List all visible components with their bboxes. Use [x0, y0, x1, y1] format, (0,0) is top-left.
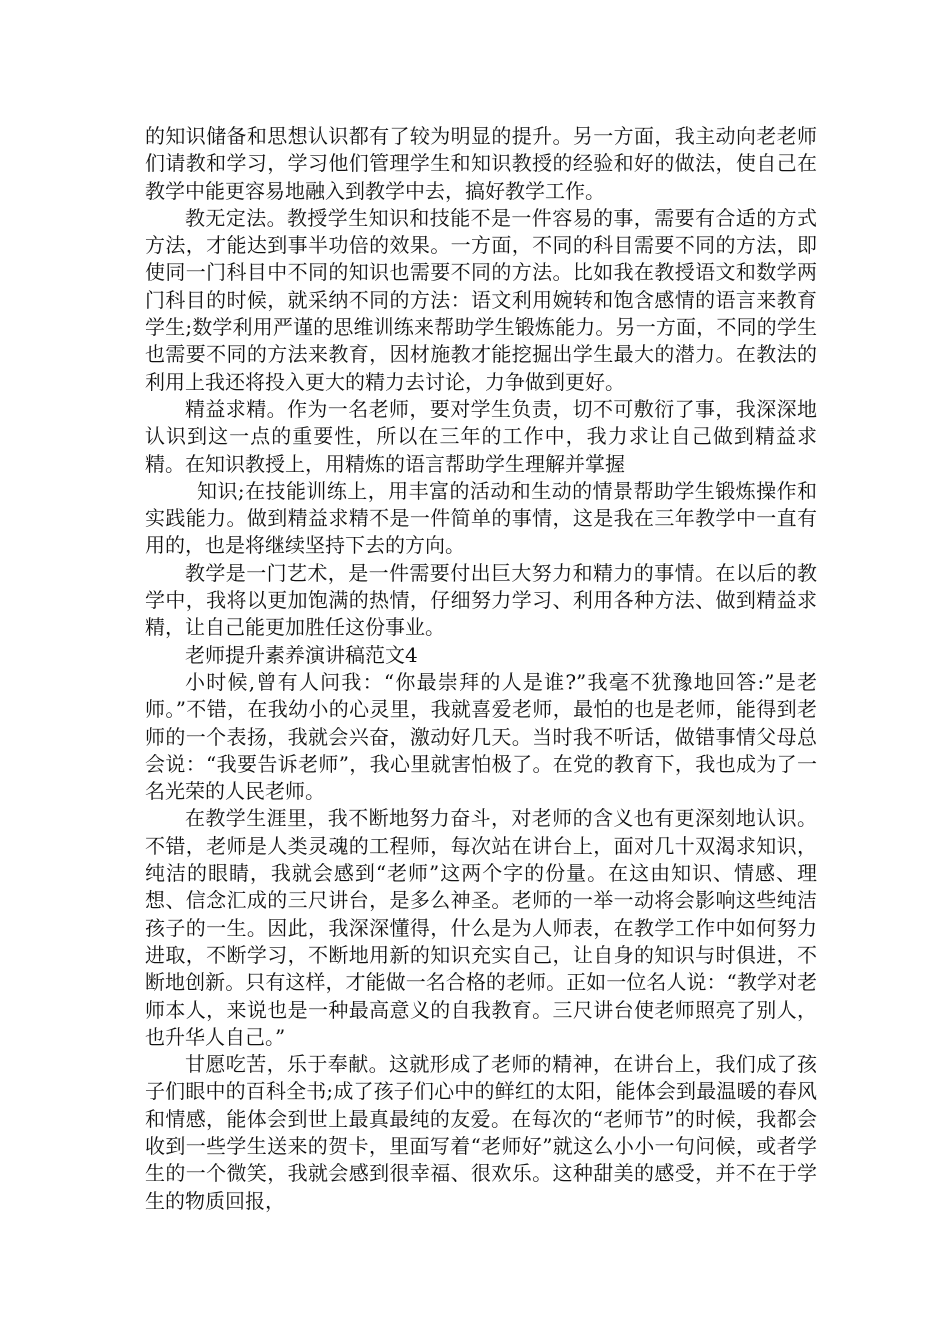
paragraph-continuation: 的知识储备和思想认识都有了较为明显的提升。另一方面，我主动向老老师们请教和学习，学习他们管理学生和知识教授的经验和好的做法，使自己在教学中能更容易地融入到教学中去，搞好教学工作。 [145, 124, 817, 203]
paragraph-childhood: 小时候,曾有人问我：“你最崇拜的人是谁?”我毫不犹豫地回答:”是老师。”不错，在我幼小的心灵里，我就喜爱老师，最怕的也是老师，能得到老师的一个表扬，我就会兴奋，激动好几天。当时我不听话，做错事情父母总会说：“我要告诉老师”，我心里就害怕极了。在党的教育下，我也成为了一名光荣的人民老师。 [145, 669, 817, 804]
paragraph-teaching-career: 在教学生涯里，我不断地努力奋斗，对老师的含义也有更深刻地认识。不错，老师是人类灵魂的工程师，每次站在讲台上，面对几十双渴求知识，纯洁的眼睛，我就会感到“老师”这两个字的份量。在这由知识、情感、理想、信念汇成的三尺讲台，是多么神圣。老师的一举一动将会影响这些纯洁孩子的一生。因此，我深深懂得，什么是为人师表，在教学工作中如何努力进取，不断学习，不断地用新的知识充实自己，让自身的知识与时俱进，不断地创新。只有这样，才能做一名合格的老师。正如一位名人说：“教学对老师本人，来说也是一种最高意义的自我教育。三尺讲台使老师照亮了别人，也升华人自己。” [145, 806, 817, 1049]
paragraph-teaching-art: 教学是一门艺术，是一件需要付出巨大努力和精力的事情。在以后的教学中，我将以更加饱满的热情，仔细努力学习、利用各种方法、做到精益求精，让自己能更加胜任这份事业。 [145, 560, 817, 640]
paragraph-dedication: 甘愿吃苦，乐于奉献。这就形成了老师的精神，在讲台上，我们成了孩子们眼中的百科全书;成了孩子们心中的鲜红的太阳，能体会到最温暖的春风和情感，能体会到世上最真最纯的友爱。在每次的“老师节”的时候，我都会收到一些学生送来的贺卡，里面写着“老师好”就这么小小一句问候，或者学生的一个微笑，我就会感到很幸福、很欢乐。这种甜美的感受，并不在于学生的物质回报， [145, 1052, 817, 1213]
document-body [145, 123, 817, 1215]
paragraph-knowledge-skills: 知识;在技能训练上，用丰富的活动和生动的情景帮助学生锻炼操作和实践能力。做到精益求精不是一件简单的事情，这是我在三年教学中一直有用的，也是将继续坚持下去的方向。 [145, 478, 817, 558]
paragraph-excellence: 精益求精。作为一名老师，要对学生负责，切不可敷衍了事，我深深地认识到这一点的重要性，所以在三年的工作中，我力求让自己做到精益求精。在知识教授上，用精炼的语言帮助学生理解并掌握 [145, 396, 817, 476]
section-heading: 老师提升素养演讲稿范文4 [185, 642, 418, 667]
paragraph-teaching-methods: 教无定法。教授学生知识和技能不是一件容易的事，需要有合适的方式方法，才能达到事半功倍的效果。一方面，不同的科目需要不同的方法，即使同一门科目中不同的知识也需要不同的方法。比如我在教授语文和数学两门科目的时候，就采纳不同的方法：语文利用婉转和饱含感情的语言来教育学生;数学利用严谨的思维训练来帮助学生锻炼能力。另一方面，不同的学生也需要不同的方法来教育，因材施教才能挖掘出学生最大的潜力。在教法的利用上我还将投入更大的精力去讨论，力争做到更好。 [145, 205, 817, 394]
